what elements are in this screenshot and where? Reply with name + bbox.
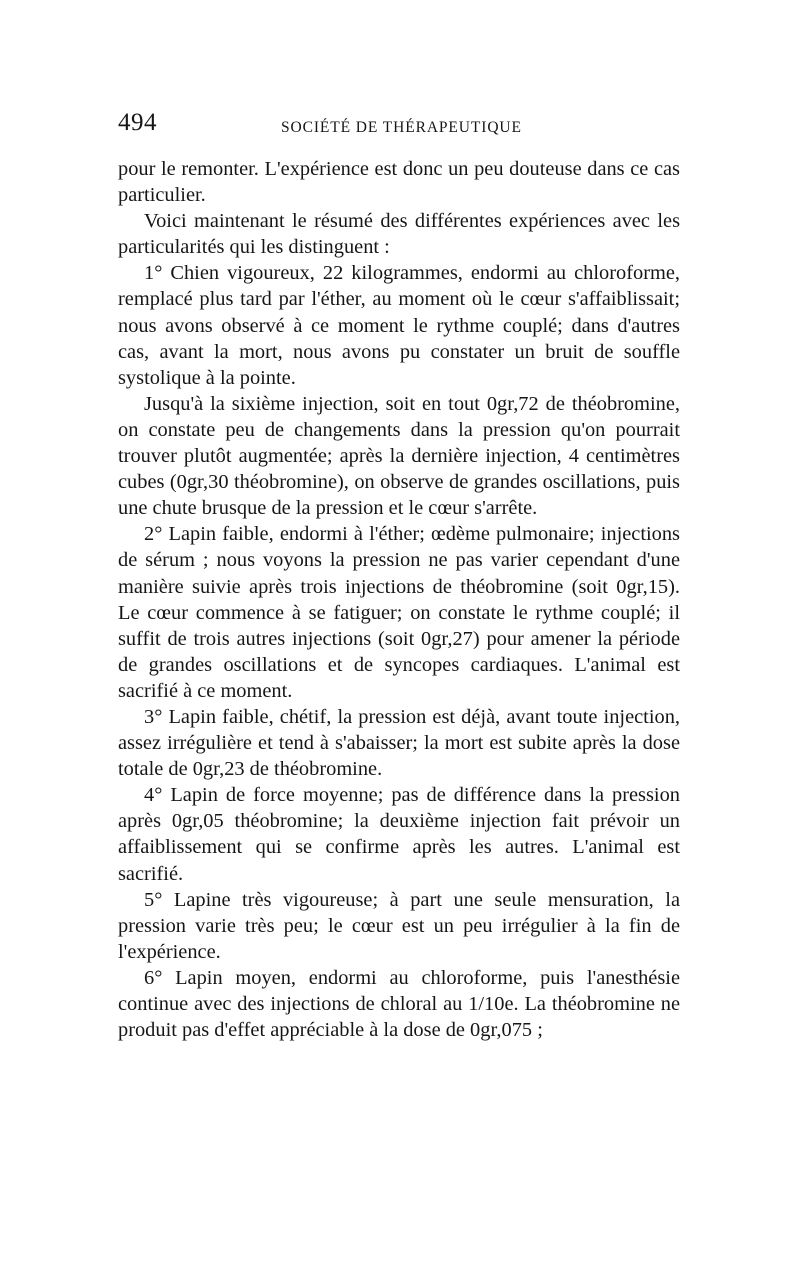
paragraph-continuation: pour le remonter. L'expérience est donc un peu douteuse dans ce cas particulier. [118, 158, 680, 207]
paragraph-experiment-1-results: Jusqu'à la sixième injection, soit en tout 0gr,72 de théobromine, on constate peu de changements dans la pression qu'on pourrait trouver plutôt augmentée; après la dernière injection, 4 centimètres cubes (0gr,30 théobromine), on observe de grandes oscillations, puis une chute brusque de la pression et le cœur s'arrête. [118, 392, 680, 520]
paragraph-experiment-4: 4° Lapin de force moyenne; pas de différence dans la pression après 0gr,05 théobromine; la deuxième injection fait prévoir un affaiblissement qui se confirme après les autres. L'animal est sacrifié. [118, 784, 680, 885]
running-head: SOCIÉTÉ DE THÉRAPEUTIQUE [281, 119, 522, 136]
paragraph-experiment-6: 6° Lapin moyen, endormi au chloroforme, puis l'anesthésie continue avec des injections de chloral au 1/10e. La théobromine ne produit pas d'effet appréciable à la dose de 0gr,075 ; [118, 966, 680, 1042]
book-page [118, 108, 680, 1043]
paragraph-experiment-2: 2° Lapin faible, endormi à l'éther; œdème pulmonaire; injections de sérum ; nous voyons la pression ne pas varier cependant d'une manière suivie après trois injections de théobromine (soit 0gr,15). Le cœur commence à se fatiguer; on constate le rythme couplé; il suffit de trois autres injections (soit 0gr,27) pour amener la période de grandes oscillations et de syncopes cardiaques. L'animal est sacrifié à ce moment. [118, 523, 680, 702]
paragraph-summary-intro: Voici maintenant le résumé des différentes expériences avec les particularités qui les distinguent : [118, 210, 680, 259]
paragraph-experiment-5: 5° Lapine très vigoureuse; à part une seule mensuration, la pression varie très peu; le cœur est un peu irrégulier à la fin de l'expérience. [118, 888, 680, 963]
paragraph-experiment-1: 1° Chien vigoureux, 22 kilogrammes, endormi au chloroforme, remplacé plus tard par l'éther, au moment où le cœur s'affaiblissait; nous avons observé à ce moment le rythme couplé; dans d'autres cas, avant la mort, nous avons pu constater un bruit de souffle systolique à la pointe. [118, 262, 680, 389]
paragraph-experiment-3: 3° Lapin faible, chétif, la pression est déjà, avant toute injection, assez irrégulière et tend à s'abaisser; la mort est subite après la dose totale de 0gr,23 de théobromine. [118, 705, 680, 781]
page-number: 494 [118, 109, 157, 136]
page-header [118, 108, 680, 144]
header-gap [118, 144, 680, 156]
